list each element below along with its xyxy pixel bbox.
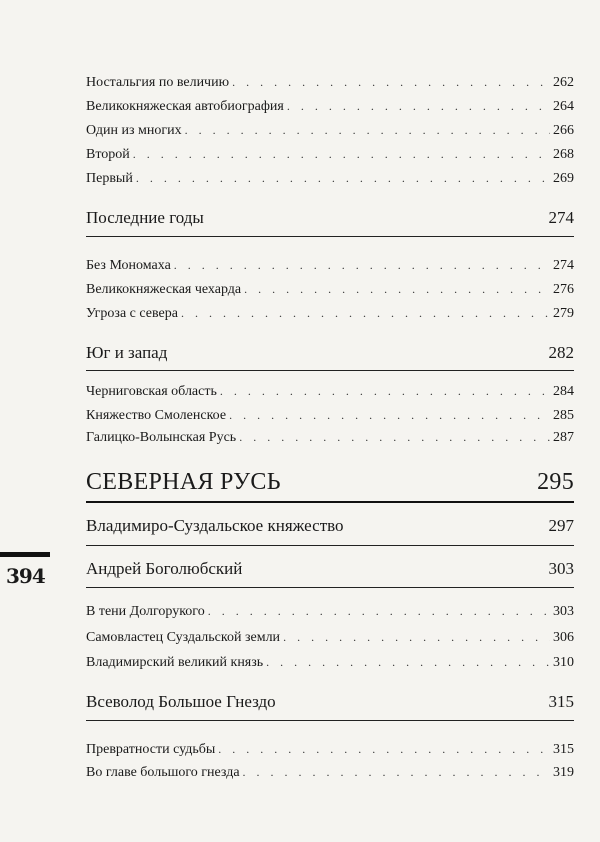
dot-leader (229, 406, 550, 424)
toc-entry-title: Владимирский великий князь (86, 655, 264, 670)
dot-leader (136, 169, 550, 187)
toc-entry (86, 97, 574, 116)
dot-leader (243, 763, 550, 781)
toc-entry-title: Ностальгия по величию (86, 75, 230, 90)
toc-entry-page: 274 (553, 258, 574, 273)
toc-entry (86, 653, 574, 672)
dot-leader (239, 428, 550, 446)
toc-entry-title: Галицко-Волынская Русь (86, 430, 237, 445)
toc-entry (86, 628, 574, 647)
dot-leader (287, 97, 550, 115)
heading-page: 282 (548, 343, 574, 362)
section-rule (86, 720, 574, 721)
toc-entry (86, 740, 574, 759)
heading-page: 303 (548, 559, 574, 578)
dot-leader (208, 602, 550, 620)
toc-entry-page: 268 (553, 147, 574, 162)
toc-entry-page: 319 (553, 765, 574, 780)
heading-page: 315 (548, 692, 574, 711)
dot-leader (283, 628, 550, 646)
toc-chapter-heading (86, 691, 574, 713)
toc-entry-title: Без Мономаха (86, 258, 171, 273)
toc-entry (86, 763, 574, 782)
toc-entry-title: Великокняжеская автобиография (86, 99, 284, 114)
toc-part-heading (86, 467, 574, 497)
toc-entry (86, 280, 574, 299)
toc-entry-page: 264 (553, 99, 574, 114)
section-rule (86, 501, 574, 503)
toc-entry-title: В тени Долгорукого (86, 604, 205, 619)
toc-entry-page: 284 (553, 384, 574, 399)
heading-title: Последние годы (86, 208, 204, 227)
toc-entry-page: 306 (553, 630, 574, 645)
dot-leader (174, 256, 550, 274)
dot-leader (181, 304, 550, 322)
heading-page: 295 (537, 469, 574, 495)
dot-leader (266, 653, 550, 671)
toc-entry (86, 145, 574, 164)
section-rule (86, 236, 574, 237)
toc-entry-title: Угроза с севера (86, 306, 178, 321)
toc-entry (86, 428, 574, 447)
toc-entry-title: Во главе большого гнезда (86, 765, 240, 780)
toc-entry-page: 287 (553, 430, 574, 445)
section-rule (86, 587, 574, 588)
toc-entry (86, 256, 574, 275)
dot-leader (133, 145, 550, 163)
toc-entry-title: Превратности судьбы (86, 742, 216, 757)
toc-entry-title: Первый (86, 171, 133, 186)
toc-entry (86, 382, 574, 401)
heading-title: СЕВЕРНАЯ РУСЬ (86, 469, 281, 495)
heading-title: Андрей Боголюбский (86, 559, 243, 578)
toc-entry (86, 304, 574, 323)
toc-entry-page: 269 (553, 171, 574, 186)
section-rule (86, 545, 574, 546)
toc-entry-page: 285 (553, 408, 574, 423)
toc-entry-page: 262 (553, 75, 574, 90)
heading-title: Владимиро-Суздальское княжество (86, 516, 344, 535)
toc-entry (86, 169, 574, 188)
dot-leader (232, 73, 550, 91)
toc-entry-title: Самовластец Суздальской земли (86, 630, 281, 645)
toc-entry-title: Черниговская область (86, 384, 217, 399)
toc-chapter-heading (86, 207, 574, 229)
heading-page: 297 (548, 516, 574, 535)
toc-entry-page: 310 (553, 655, 574, 670)
dot-leader (185, 121, 550, 139)
toc-entry-page: 276 (553, 282, 574, 297)
toc-entry (86, 73, 574, 92)
toc-entry-title: Второй (86, 147, 130, 162)
heading-page: 274 (548, 208, 574, 227)
toc-entry (86, 406, 574, 425)
section-rule (86, 370, 574, 371)
toc-chapter-heading (86, 515, 574, 537)
toc-entry (86, 602, 574, 621)
page-folio (0, 552, 50, 589)
heading-title: Юг и запад (86, 343, 168, 362)
toc-entry-page: 315 (553, 742, 574, 757)
dot-leader (220, 382, 550, 400)
toc-entry-page: 303 (553, 604, 574, 619)
toc-entry-page: 279 (553, 306, 574, 321)
toc-entry-page: 266 (553, 123, 574, 138)
dot-leader (244, 280, 550, 298)
heading-title: Всеволод Большое Гнездо (86, 692, 276, 711)
toc-entry-title: Один из многих (86, 123, 182, 138)
toc-chapter-heading (86, 342, 574, 364)
toc-entry (86, 121, 574, 140)
dot-leader (218, 740, 550, 758)
toc-entry-title: Княжество Смоленское (86, 408, 227, 423)
page-number: 394 (6, 564, 45, 588)
toc-chapter-heading (86, 558, 574, 580)
toc-entry-title: Великокняжеская чехарда (86, 282, 242, 297)
